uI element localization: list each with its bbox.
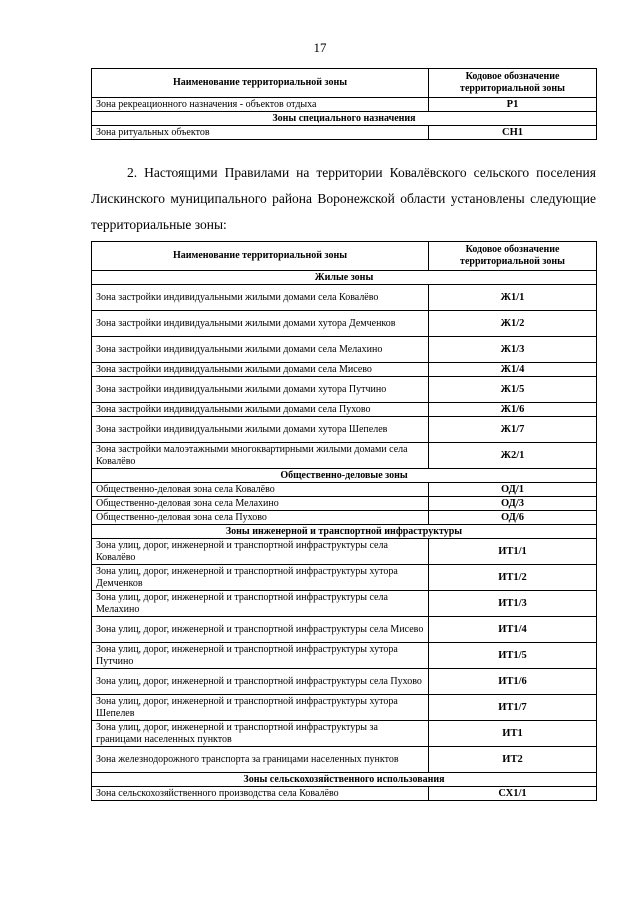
zone-name: Зона застройки индивидуальными жилыми домами хутора Путчино: [92, 377, 429, 403]
table-header-row: [92, 242, 597, 271]
zone-code: Ж1/4: [429, 363, 597, 377]
table-row: [92, 417, 597, 443]
section-row: [92, 525, 597, 539]
table-row: [92, 337, 597, 363]
zone-name: Зона улиц, дорог, инженерной и транспортной инфраструктуры хутора Демченков: [92, 565, 429, 591]
table-body: [92, 98, 597, 140]
table-row: [92, 363, 597, 377]
paragraph-2: 2. Настоящими Правилами на территории Ковалёвского сельского поселения Лискинского муниципального района Воронежской области установлены следующие территориальные зоны:: [91, 165, 596, 232]
table-row: [92, 695, 597, 721]
section-title: Зоны инженерной и транспортной инфраструктуры: [92, 525, 597, 539]
table-row: [92, 591, 597, 617]
table-row: [92, 669, 597, 695]
zone-name: Зона улиц, дорог, инженерной и транспортной инфраструктуры хутора Шепелев: [92, 695, 429, 721]
table-row: [92, 126, 597, 140]
zone-code: ИТ1/4: [429, 617, 597, 643]
table-row: [92, 483, 597, 497]
table-row: [92, 98, 597, 112]
table-row: [92, 721, 597, 747]
table-row: [92, 787, 597, 801]
zone-code: Ж1/3: [429, 337, 597, 363]
zone-code: Ж1/1: [429, 285, 597, 311]
zone-name: Зона застройки индивидуальными жилыми домами села Мелахино: [92, 337, 429, 363]
zone-code: ОД/1: [429, 483, 597, 497]
zone-name: Зона улиц, дорог, инженерной и транспортной инфраструктуры села Мисево: [92, 617, 429, 643]
table-row: [92, 511, 597, 525]
zone-name: Зона улиц, дорог, инженерной и транспортной инфраструктуры села Ковалёво: [92, 539, 429, 565]
zone-code: Ж1/2: [429, 311, 597, 337]
zone-name: Зона застройки индивидуальными жилыми домами села Мисево: [92, 363, 429, 377]
table-body: [92, 271, 597, 801]
zone-name: Общественно-деловая зона села Пухово: [92, 511, 429, 525]
zone-code: Ж1/5: [429, 377, 597, 403]
zones-table-1: [91, 68, 597, 140]
section-title: Жилые зоны: [92, 271, 597, 285]
section-row: [92, 469, 597, 483]
zone-code: ИТ1/1: [429, 539, 597, 565]
zone-name: Зона застройки индивидуальными жилыми домами хутора Демченков: [92, 311, 429, 337]
page-number: 17: [313, 40, 327, 55]
zone-code: СН1: [429, 126, 597, 140]
zone-name: Зона железнодорожного транспорта за границами населенных пунктов: [92, 747, 429, 773]
table-row: [92, 539, 597, 565]
header-name: Наименование территориальной зоны: [92, 242, 429, 271]
zone-code: СХ1/1: [429, 787, 597, 801]
zone-name: Зона улиц, дорог, инженерной и транспортной инфраструктуры хутора Путчино: [92, 643, 429, 669]
zone-name: Зона улиц, дорог, инженерной и транспортной инфраструктуры села Пухово: [92, 669, 429, 695]
zone-code: ИТ1: [429, 721, 597, 747]
table-row: [92, 617, 597, 643]
zone-code: Ж1/6: [429, 403, 597, 417]
section-row: [92, 112, 597, 126]
zone-name: Зона улиц, дорог, инженерной и транспортной инфраструктуры за границами населенных пунктов: [92, 721, 429, 747]
table-header-row: [92, 69, 597, 98]
zone-code: ИТ1/6: [429, 669, 597, 695]
table-row: [92, 747, 597, 773]
zone-name: Зона застройки индивидуальными жилыми домами села Пухово: [92, 403, 429, 417]
table-row: [92, 497, 597, 511]
zone-code: ИТ1/7: [429, 695, 597, 721]
table-row: [92, 643, 597, 669]
table-row: [92, 377, 597, 403]
table-row: [92, 403, 597, 417]
zone-code: ОД/6: [429, 511, 597, 525]
zone-name: Зона застройки малоэтажными многоквартирными жилыми домами села Ковалёво: [92, 443, 429, 469]
zone-name: Зона ритуальных объектов: [92, 126, 429, 140]
table-row: [92, 311, 597, 337]
zone-code: ИТ1/3: [429, 591, 597, 617]
zone-code: ОД/3: [429, 497, 597, 511]
section-title: Зоны специального назначения: [92, 112, 597, 126]
zone-code: Ж1/7: [429, 417, 597, 443]
section-row: [92, 773, 597, 787]
zone-name: Общественно-деловая зона села Мелахино: [92, 497, 429, 511]
zone-code: ИТ1/2: [429, 565, 597, 591]
section-title: Зоны сельскохозяйственного использования: [92, 773, 597, 787]
zone-name: Зона улиц, дорог, инженерной и транспортной инфраструктуры села Мелахино: [92, 591, 429, 617]
zone-code: Ж2/1: [429, 443, 597, 469]
header-code: Кодовое обозначение территориальной зоны: [429, 69, 597, 98]
header-name: Наименование территориальной зоны: [92, 69, 429, 98]
zones-table-2: [91, 241, 597, 801]
zone-name: Зона застройки индивидуальными жилыми домами села Ковалёво: [92, 285, 429, 311]
section-row: [92, 271, 597, 285]
table-row: [92, 565, 597, 591]
zone-code: ИТ2: [429, 747, 597, 773]
zone-code: Р1: [429, 98, 597, 112]
section-title: Общественно-деловые зоны: [92, 469, 597, 483]
zone-name: Зона рекреационного назначения - объектов отдыха: [92, 98, 429, 112]
header-code: Кодовое обозначение территориальной зоны: [429, 242, 597, 271]
zone-name: Общественно-деловая зона села Ковалёво: [92, 483, 429, 497]
zone-name: Зона застройки индивидуальными жилыми домами хутора Шепелев: [92, 417, 429, 443]
zone-name: Зона сельскохозяйственного производства села Ковалёво: [92, 787, 429, 801]
table-row: [92, 285, 597, 311]
table-row: [92, 443, 597, 469]
zone-code: ИТ1/5: [429, 643, 597, 669]
